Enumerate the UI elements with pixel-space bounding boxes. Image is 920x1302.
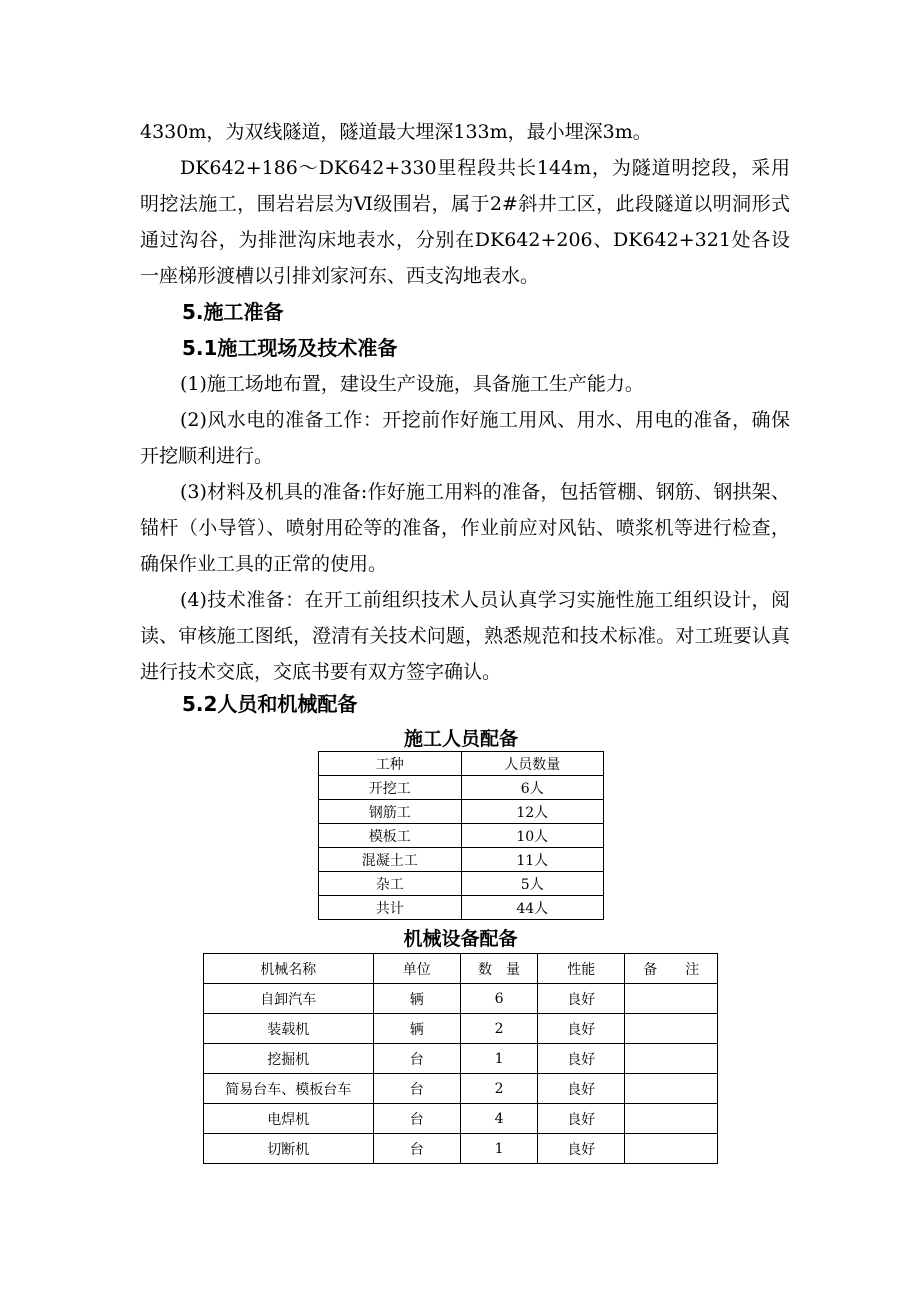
- machine-remarks-cell: [625, 1044, 718, 1074]
- paragraph-open-cut-section: DK642+186～DK642+330里程段共长144m，为隧道明挖段，采用明挖法施工，围岩岩层为Ⅵ级围岩，属于2#斜井工区，此段隧道以明洞形式通过沟谷，为排泄沟床地表水，分别在DK642+206、DK642+321处各设一座梯形渡槽以引排刘家河东、西支沟地表水。: [140, 157, 790, 287]
- table-row: [204, 1134, 718, 1164]
- machine-unit-cell: 台: [373, 1134, 460, 1164]
- table-row: [204, 1074, 718, 1104]
- staff-trade-cell: 共计: [319, 896, 462, 920]
- machine-header-unit: 单位: [373, 954, 460, 984]
- table-row: [204, 1014, 718, 1044]
- staff-table: [318, 751, 604, 920]
- machine-name-cell: 简易台车、模板台车: [204, 1074, 374, 1104]
- table-row: [319, 848, 604, 872]
- heading-construction-prep: 5.施工准备: [182, 300, 284, 324]
- paragraph-item-1: (1)施工场地布置，建设生产设施，具备施工生产能力。: [180, 373, 644, 395]
- staff-header-count: 人员数量: [461, 752, 604, 776]
- machine-remarks-cell: [625, 1014, 718, 1044]
- staff-count-cell: 10人: [461, 824, 604, 848]
- paragraph-tunnel-length: 4330m，为双线隧道，隧道最大埋深133m，最小埋深3m。: [140, 121, 652, 143]
- table-row: [319, 824, 604, 848]
- staff-table-title: 施工人员配备: [403, 728, 518, 750]
- machine-qty-cell: 4: [460, 1104, 537, 1134]
- staff-table-header-row: [319, 752, 604, 776]
- staff-trade-cell: 模板工: [319, 824, 462, 848]
- staff-count-cell: 5人: [461, 872, 604, 896]
- table-row: [204, 1104, 718, 1134]
- machine-performance-cell: 良好: [538, 1134, 625, 1164]
- machine-remarks-cell: [625, 1104, 718, 1134]
- table-row: [204, 1044, 718, 1074]
- machine-unit-cell: 台: [373, 1074, 460, 1104]
- machine-qty-cell: 6: [460, 984, 537, 1014]
- paragraph-item-2: (2)风水电的准备工作：开挖前作好施工用风、用水、用电的准备，确保开挖顺利进行。: [140, 409, 790, 467]
- machine-table: [203, 953, 718, 1164]
- machine-header-qty: 数 量: [460, 954, 537, 984]
- staff-trade-cell: 混凝土工: [319, 848, 462, 872]
- machine-performance-cell: 良好: [538, 984, 625, 1014]
- machine-performance-cell: 良好: [538, 1044, 625, 1074]
- machine-name-cell: 装载机: [204, 1014, 374, 1044]
- heading-staff-machinery: 5.2人员和机械配备: [182, 692, 358, 716]
- machine-header-name: 机械名称: [204, 954, 374, 984]
- machine-table-title: 机械设备配备: [403, 928, 518, 950]
- machine-unit-cell: 辆: [373, 1014, 460, 1044]
- paragraph-item-3: (3)材料及机具的准备:作好施工用料的准备，包括管棚、钢筋、钢拱架、锚杆（小导管）、喷射用砼等的准备，作业前应对风钻、喷浆机等进行检查，确保作业工具的正常的使用。: [140, 481, 790, 575]
- machine-performance-cell: 良好: [538, 1104, 625, 1134]
- staff-count-cell: 12人: [461, 800, 604, 824]
- machine-performance-cell: 良好: [538, 1014, 625, 1044]
- machine-remarks-cell: [625, 1074, 718, 1104]
- table-row: [319, 896, 604, 920]
- staff-trade-cell: 杂工: [319, 872, 462, 896]
- staff-trade-cell: 开挖工: [319, 776, 462, 800]
- machine-qty-cell: 1: [460, 1044, 537, 1074]
- machine-unit-cell: 台: [373, 1104, 460, 1134]
- machine-header-remarks: 备 注: [625, 954, 718, 984]
- staff-count-cell: 6人: [461, 776, 604, 800]
- machine-table-header-row: [204, 954, 718, 984]
- staff-count-cell: 11人: [461, 848, 604, 872]
- machine-unit-cell: 台: [373, 1044, 460, 1074]
- staff-header-trade: 工种: [319, 752, 462, 776]
- machine-remarks-cell: [625, 984, 718, 1014]
- machine-name-cell: 切断机: [204, 1134, 374, 1164]
- table-row: [319, 800, 604, 824]
- machine-performance-cell: 良好: [538, 1074, 625, 1104]
- staff-trade-cell: 钢筋工: [319, 800, 462, 824]
- table-row: [319, 872, 604, 896]
- machine-name-cell: 挖掘机: [204, 1044, 374, 1074]
- machine-name-cell: 自卸汽车: [204, 984, 374, 1014]
- machine-qty-cell: 1: [460, 1134, 537, 1164]
- paragraph-item-4: (4)技术准备：在开工前组织技术人员认真学习实施性施工组织设计，阅读、审核施工图纸，澄清有关技术问题，熟悉规范和技术标准。对工班要认真进行技术交底，交底书要有双方签字确认。: [140, 589, 790, 683]
- machine-remarks-cell: [625, 1134, 718, 1164]
- machine-qty-cell: 2: [460, 1074, 537, 1104]
- machine-name-cell: 电焊机: [204, 1104, 374, 1134]
- staff-count-cell: 44人: [461, 896, 604, 920]
- heading-site-tech-prep: 5.1施工现场及技术准备: [182, 336, 398, 360]
- machine-unit-cell: 辆: [373, 984, 460, 1014]
- table-row: [204, 984, 718, 1014]
- table-row: [319, 776, 604, 800]
- machine-header-performance: 性能: [538, 954, 625, 984]
- machine-qty-cell: 2: [460, 1014, 537, 1044]
